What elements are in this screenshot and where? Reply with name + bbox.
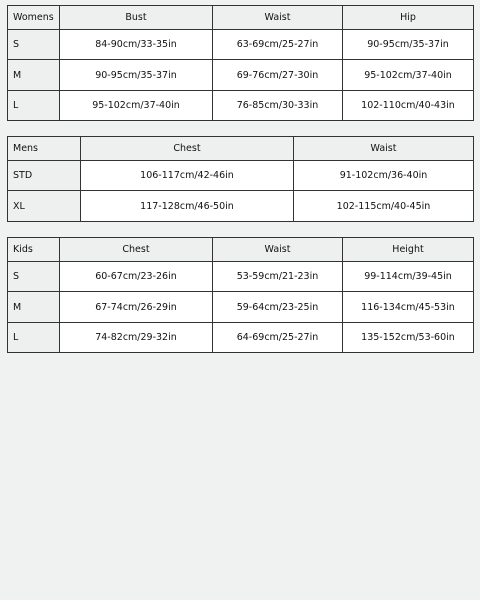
mens-size-table <box>7 136 474 222</box>
table-header-row <box>8 137 474 161</box>
table-cell: 76-85cm/30-33in <box>213 91 343 121</box>
size-label: M <box>8 60 60 91</box>
size-label: S <box>8 262 60 292</box>
column-header-bust: Bust <box>60 6 213 30</box>
column-header-hip: Hip <box>343 6 474 30</box>
table-cell: 106-117cm/42-46in <box>81 161 294 191</box>
table-cell: 90-95cm/35-37in <box>343 30 474 60</box>
kids-corner-label: Kids <box>8 238 60 262</box>
table-row <box>8 262 474 292</box>
table-row <box>8 323 474 353</box>
womens-size-table <box>7 5 474 121</box>
table-cell: 67-74cm/26-29in <box>60 292 213 323</box>
table-cell: 63-69cm/25-27in <box>213 30 343 60</box>
table-row <box>8 191 474 222</box>
table-cell: 69-76cm/27-30in <box>213 60 343 91</box>
table-row <box>8 91 474 121</box>
column-header-chest: Chest <box>81 137 294 161</box>
table-cell: 99-114cm/39-45in <box>343 262 474 292</box>
column-header-waist: Waist <box>294 137 474 161</box>
mens-corner-label: Mens <box>8 137 81 161</box>
table-cell: 74-82cm/29-32in <box>60 323 213 353</box>
table-cell: 53-59cm/21-23in <box>213 262 343 292</box>
table-cell: 102-110cm/40-43in <box>343 91 474 121</box>
table-cell: 84-90cm/33-35in <box>60 30 213 60</box>
table-header-row <box>8 238 474 262</box>
table-cell: 59-64cm/23-25in <box>213 292 343 323</box>
table-cell: 95-102cm/37-40in <box>343 60 474 91</box>
womens-corner-label: Womens <box>8 6 60 30</box>
column-header-chest: Chest <box>60 238 213 262</box>
kids-size-table <box>7 237 474 353</box>
size-label: L <box>8 91 60 121</box>
table-cell: 90-95cm/35-37in <box>60 60 213 91</box>
size-label: L <box>8 323 60 353</box>
table-cell: 95-102cm/37-40in <box>60 91 213 121</box>
table-cell: 102-115cm/40-45in <box>294 191 474 222</box>
size-label: S <box>8 30 60 60</box>
column-header-waist: Waist <box>213 238 343 262</box>
table-cell: 60-67cm/23-26in <box>60 262 213 292</box>
size-label: M <box>8 292 60 323</box>
table-cell: 135-152cm/53-60in <box>343 323 474 353</box>
table-cell: 91-102cm/36-40in <box>294 161 474 191</box>
size-label: STD <box>8 161 81 191</box>
table-row <box>8 60 474 91</box>
column-header-height: Height <box>343 238 474 262</box>
table-row <box>8 161 474 191</box>
column-header-waist: Waist <box>213 6 343 30</box>
size-label: XL <box>8 191 81 222</box>
table-cell: 116-134cm/45-53in <box>343 292 474 323</box>
table-row <box>8 292 474 323</box>
table-cell: 64-69cm/25-27in <box>213 323 343 353</box>
table-header-row <box>8 6 474 30</box>
table-row <box>8 30 474 60</box>
table-cell: 117-128cm/46-50in <box>81 191 294 222</box>
